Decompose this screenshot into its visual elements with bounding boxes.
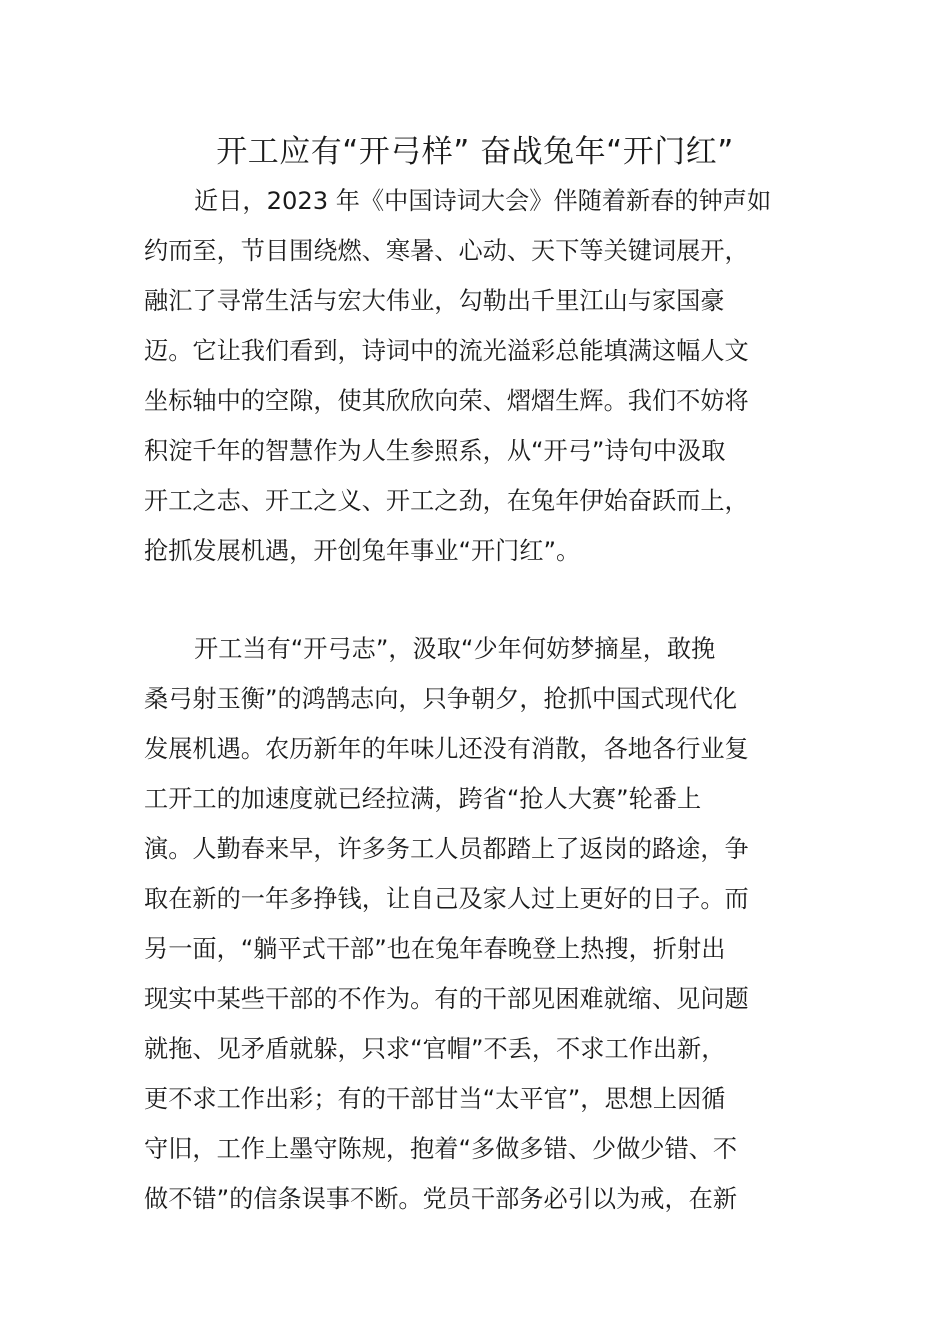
paragraph-line: 另一面，“躺平式干部”也在兔年春晚登上热搜，折射出	[144, 935, 726, 963]
paragraph-line: 开工当有“开弓志”，汲取“少年何妨梦摘星，敢挽	[194, 635, 716, 663]
paragraph-line: 融汇了寻常生活与宏大伟业，勾勒出千里江山与家国豪	[144, 287, 725, 315]
paragraph-line: 守旧，工作上墨守陈规，抱着“多做多错、少做少错、不	[144, 1135, 738, 1163]
paragraph-line: 开工之志、开工之义、开工之劲，在兔年伊始奋跃而上，	[144, 487, 749, 515]
paragraph-line: 迈。它让我们看到，诗词中的流光溢彩总能填满这幅人文	[144, 337, 749, 365]
paragraph-1	[144, 176, 808, 576]
paragraph-line: 坐标轴中的空隙，使其欣欣向荣、熠熠生辉。我们不妨将	[144, 387, 749, 415]
paragraph-line: 取在新的一年多挣钱，让自己及家人过上更好的日子。而	[144, 885, 749, 913]
paragraph-line: 演。人勤春来早，许多务工人员都踏上了返岗的路途，争	[144, 835, 749, 863]
paragraph-line: 近日，2023 年《中国诗词大会》伴随着新春的钟声如	[194, 187, 772, 215]
paragraph-line: 桑弓射玉衡”的鸿鹄志向，只争朝夕，抢抓中国式现代化	[144, 685, 738, 713]
paragraph-2	[144, 624, 808, 1224]
paragraph-line: 发展机遇。农历新年的年味儿还没有消散，各地各行业复	[144, 735, 749, 763]
paragraph-line: 约而至，节目围绕燃、寒暑、心动、天下等关键词展开，	[144, 237, 749, 265]
paragraph-line: 做不错”的信条误事不断。党员干部务必引以为戒，在新	[144, 1185, 738, 1213]
paragraph-line: 积淀千年的智慧作为人生参照系，从“开弓”诗句中汲取	[144, 437, 726, 465]
paragraph-line: 工开工的加速度就已经拉满，跨省“抢人大赛”轮番上	[144, 785, 702, 813]
paragraph-line: 更不求工作出彩；有的干部甘当“太平官”，思想上因循	[144, 1085, 726, 1113]
paragraph-line: 就拖、见矛盾就躲，只求“官帽”不丢，不求工作出新，	[144, 1035, 726, 1063]
paragraph-line: 抢抓发展机遇，开创兔年事业“开门红”。	[144, 537, 581, 565]
document-title: 开工应有“开弓样” 奋战兔年“开门红”	[216, 134, 734, 170]
paragraph-line: 现实中某些干部的不作为。有的干部见困难就缩、见问题	[144, 985, 749, 1013]
